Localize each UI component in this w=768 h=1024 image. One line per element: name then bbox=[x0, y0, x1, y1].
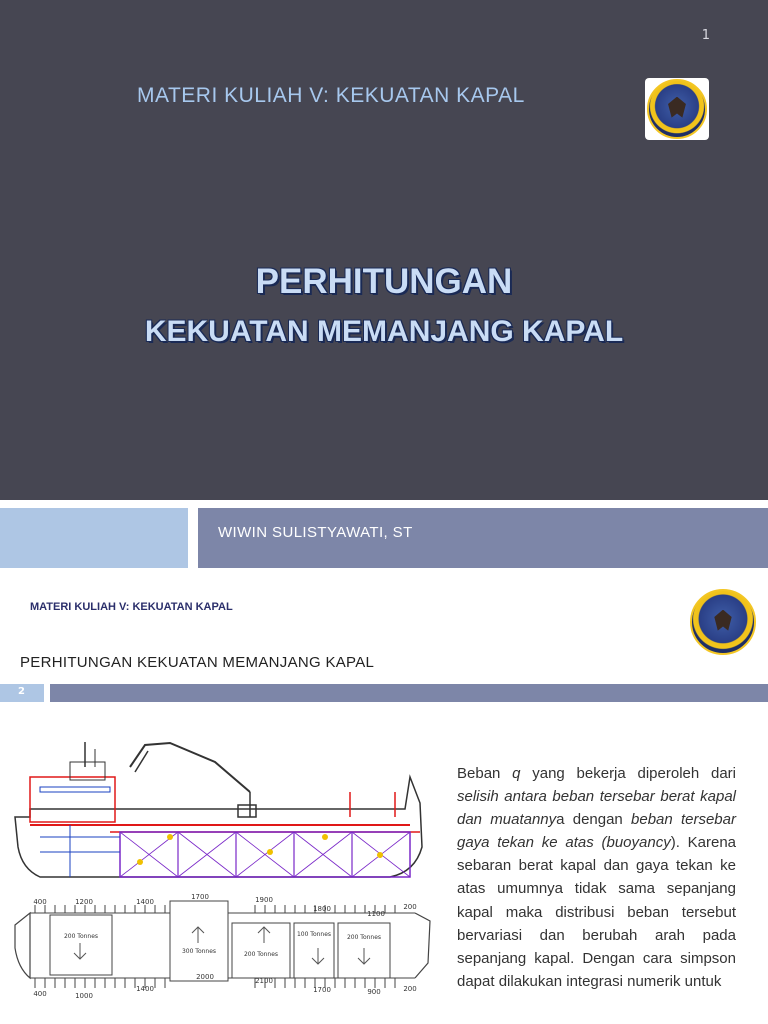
box-label: 300 Tonnes bbox=[181, 948, 217, 955]
top-value: 1400 bbox=[136, 898, 154, 906]
text-run: a dengan bbox=[556, 811, 632, 829]
author-name: WIWIN SULISTYAWATI, ST bbox=[218, 524, 413, 541]
divider bbox=[0, 500, 768, 508]
box-label: 100 Tonnes bbox=[296, 931, 332, 938]
text-run: Beban bbox=[457, 765, 513, 782]
text-run: ). Karena sebaran berat kapal dan gaya tekan ke atas umumnya tidak sama sepanjang kapal maka distribusi beban tersebut bervariasi dan berubah arah pada sepanjang kapal. Dengan cara simpson dapat dilakukan integrasi numerik untuk bbox=[457, 834, 737, 990]
title-slide bbox=[0, 0, 768, 500]
logo-frame bbox=[645, 78, 709, 140]
title-bar bbox=[50, 684, 768, 702]
bottom-value: 2100 bbox=[255, 977, 273, 985]
text-run-italic: selisih antara beban tersebar berat kapal dan muatanny bbox=[457, 788, 736, 829]
bottom-value: 900 bbox=[367, 988, 381, 996]
load-distribution-diagram bbox=[10, 893, 438, 1024]
bottom-value: 1000 bbox=[75, 992, 93, 1000]
slide-subtitle: PERHITUNGAN KEKUATAN MEMANJANG KAPAL bbox=[20, 654, 375, 671]
text-run: yang bekerja diperoleh dari bbox=[520, 765, 736, 782]
slide-title-line1: PERHITUNGAN bbox=[255, 262, 513, 301]
box-label: 200 Tonnes bbox=[63, 933, 99, 940]
top-value: 1700 bbox=[191, 893, 209, 901]
institution-seal-icon bbox=[647, 79, 707, 139]
course-header: MATERI KULIAH V: KEKUATAN KAPAL bbox=[137, 84, 525, 107]
bottom-value: 1400 bbox=[136, 985, 154, 993]
bottom-value: 2000 bbox=[196, 973, 214, 981]
explanation-paragraph bbox=[457, 762, 736, 993]
top-value: 400 bbox=[33, 898, 47, 906]
institution-seal-icon bbox=[690, 589, 756, 655]
bottom-value: 1700 bbox=[313, 986, 331, 994]
box-label: 200 Tonnes bbox=[243, 951, 279, 958]
top-value: 1900 bbox=[255, 896, 273, 904]
accent-block bbox=[0, 508, 188, 568]
box-label: 200 Tonnes bbox=[346, 934, 382, 941]
text-run-italic: beban tersebar gaya tekan ke atas (buoyancy bbox=[457, 811, 736, 852]
text-run-italic: q bbox=[512, 765, 521, 782]
course-header-small: MATERI KULIAH V: KEKUATAN KAPAL bbox=[30, 601, 233, 613]
top-value: 1800 bbox=[313, 905, 331, 913]
top-value: 1200 bbox=[75, 898, 93, 906]
bottom-value: 200 bbox=[403, 985, 417, 993]
bottom-value: 400 bbox=[33, 990, 47, 998]
slide-title-line2: KEKUATAN MEMANJANG KAPAL bbox=[144, 315, 624, 348]
page-number: 2 bbox=[18, 686, 25, 697]
page-number: 1 bbox=[701, 28, 710, 43]
top-value: 200 bbox=[403, 903, 417, 911]
top-value: 1100 bbox=[367, 910, 385, 918]
ship-profile-diagram bbox=[10, 737, 438, 887]
